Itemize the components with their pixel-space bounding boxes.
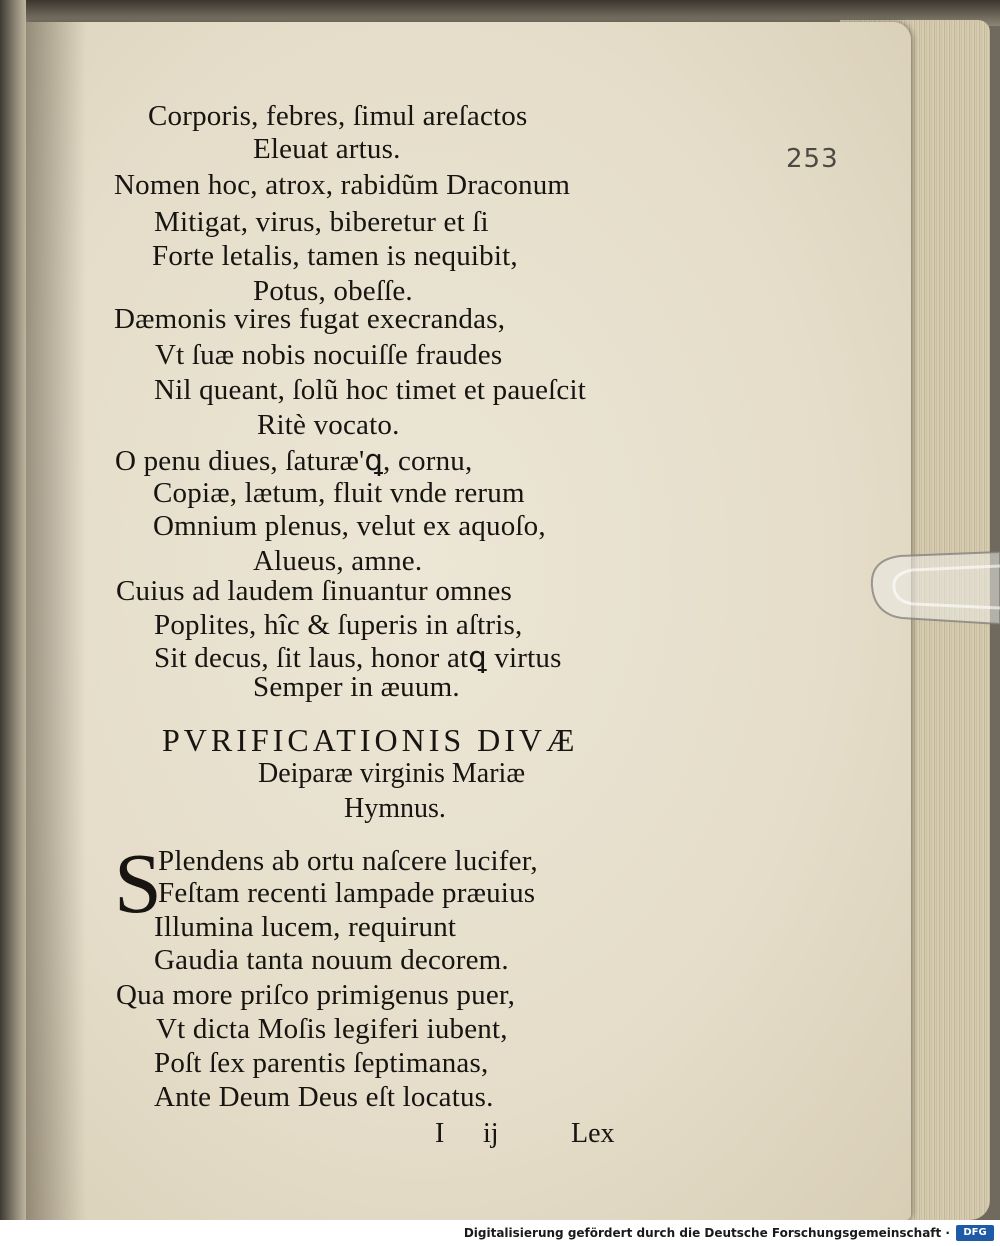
hymn-subtitle: Deiparæ virginis Mariæ <box>258 758 526 789</box>
verse-line: Corporis, febres, ſimul areſactos <box>148 100 528 132</box>
drop-capital: S <box>114 835 162 931</box>
verse-line: Sit decus, ſit laus, honor atꝗ virtus <box>154 642 562 674</box>
verse-line: Dæmonis vires fugat execrandas, <box>114 303 506 335</box>
verse-line: Forte letalis, tamen is nequibit, <box>152 240 518 272</box>
verse-line: O penu diues, ſaturæ'ꝗ, cornu, <box>115 445 473 477</box>
verse-line: Semper in æuum. <box>253 671 460 703</box>
verse-line: Omnium plenus, velut ex aquoſo, <box>153 510 546 542</box>
verse-line: Nil queant, ſolũ hoc timet et paueſcit <box>154 374 587 406</box>
hymn-line: Gaudia tanta nouum decorem. <box>154 944 509 976</box>
handwritten-folio-number: 253 <box>786 144 839 174</box>
verse-line: Alueus, amne. <box>253 545 423 577</box>
signature-mark: I <box>435 1118 445 1149</box>
hymn-line: Plendens ab ortu naſcere lucifer, <box>158 845 538 877</box>
verse-line: Eleuat artus. <box>253 133 401 165</box>
hymn-title: PVRIFICATIONIS DIVÆ <box>162 722 579 758</box>
verse-line: Potus, obeſſe. <box>253 275 413 307</box>
hymn-line: Qua more priſco primigenus puer, <box>116 979 516 1011</box>
hymn-label: Hymnus. <box>344 793 446 824</box>
signature-number: ij <box>483 1118 499 1149</box>
verse-line: Ritè vocato. <box>257 409 400 441</box>
verse-line: Mitigat, virus, biberetur et ſi <box>154 206 489 238</box>
hymn-line: Illumina lucem, requirunt <box>154 911 457 943</box>
verse-line: Cuius ad laudem ſinuantur omnes <box>116 575 513 607</box>
left-cover-edge <box>0 0 26 1220</box>
verse-line: Vt ſuæ nobis nocuiſſe fraudes <box>155 339 503 371</box>
verse-line: Poplites, hîc & ſuperis in aſtris, <box>154 609 523 641</box>
credit-text: Digitalisierung gefördert durch die Deutsche Forschungsgemeinschaft · <box>463 1226 950 1240</box>
catchword: Lex <box>571 1118 615 1149</box>
credit-bar <box>0 1220 1000 1246</box>
verse-line: Nomen hoc, atrox, rabidũm Draconum <box>114 169 571 201</box>
hymn-line: Vt dicta Moſis legiferi iubent, <box>156 1013 508 1045</box>
hymn-line: Ante Deum Deus eſt locatus. <box>154 1081 494 1113</box>
hymn-line: Feſtam recenti lampade præuius <box>158 877 536 909</box>
hymn-line: Poſt ſex parentis ſeptimanas, <box>154 1047 489 1079</box>
dfg-logo: DFG <box>956 1225 994 1241</box>
gutter-shadow <box>26 22 86 1220</box>
verse-line: Copiæ, lætum, fluit vnde rerum <box>153 477 525 509</box>
page-clip <box>868 544 1000 630</box>
